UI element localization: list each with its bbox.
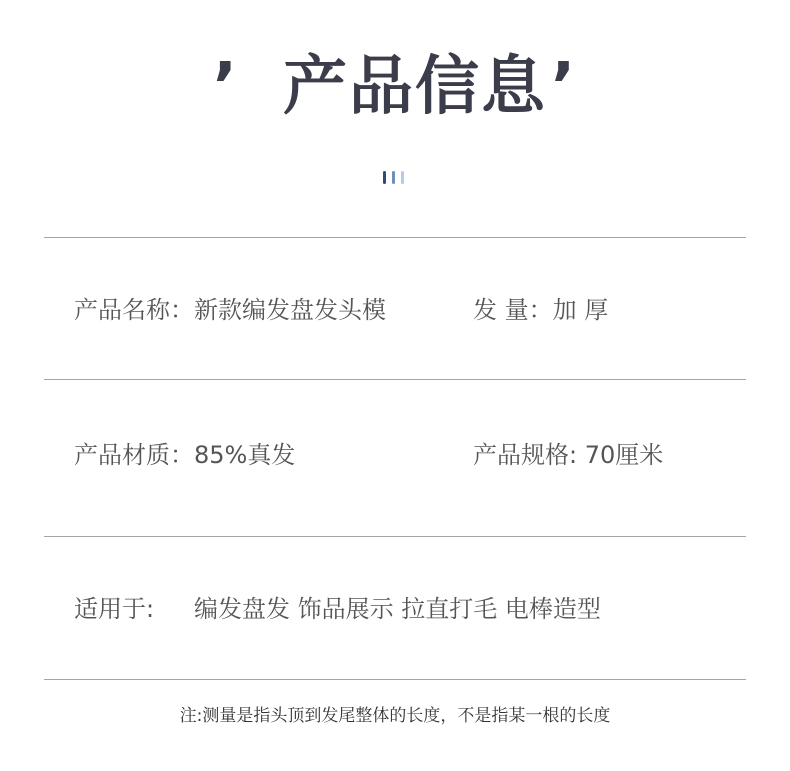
title-quote-right: ’ <box>551 50 578 124</box>
divider <box>44 379 746 380</box>
decorative-bars <box>383 171 413 184</box>
title-quote-left: ’ <box>212 50 239 124</box>
deco-bar-light <box>401 171 404 184</box>
divider <box>44 679 746 680</box>
usage-label: 适用于: <box>74 595 155 623</box>
measurement-note: 注:测量是指头顶到发尾整体的长度，不是指某一根的长度 <box>179 706 611 726</box>
page-title <box>0 42 790 132</box>
divider <box>44 237 746 238</box>
divider <box>44 536 746 537</box>
product-spec: 产品规格: 70厘米 <box>473 441 664 469</box>
usage-value: 编发盘发 饰品展示 拉直打毛 电棒造型 <box>194 595 601 623</box>
hair-amount: 发 量：加 厚 <box>473 296 609 324</box>
deco-bar-dark <box>383 171 386 184</box>
product-name: 产品名称：新款编发盘发头模 <box>74 296 386 324</box>
deco-bar-mid <box>392 171 395 184</box>
product-material: 产品材质：85%真发 <box>74 441 296 469</box>
title-text: 产品信息 <box>283 50 547 124</box>
